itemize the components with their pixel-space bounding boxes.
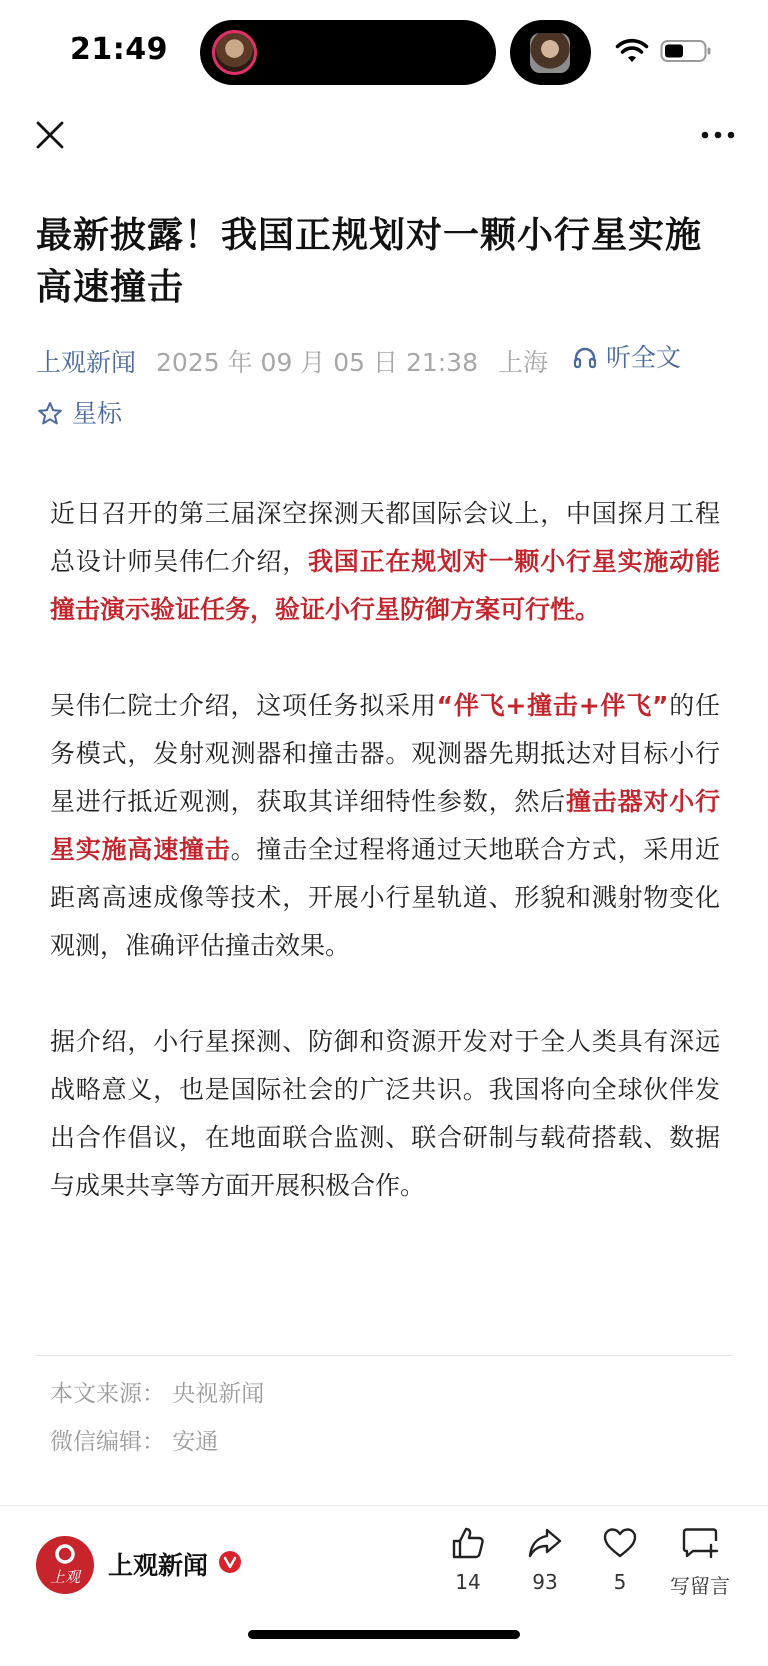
listen-label: 听全文 <box>606 343 682 372</box>
editor-credit: 微信编辑： 安通 <box>50 1429 219 1455</box>
logo-text: 上观 <box>49 1568 80 1586</box>
account-logo[interactable] <box>36 1536 94 1594</box>
paragraph-text: 的任务模式，发射观测器和撞击器。观测器先期抵达对目标小行星进行抵近观测，获取其详细特性参数，然后 <box>50 691 720 816</box>
bottom-action-bar <box>0 1505 768 1666</box>
comment-icon <box>681 1524 719 1562</box>
logo-mark-icon <box>53 1543 77 1565</box>
star-icon <box>36 400 64 428</box>
source-credit: 本文来源： 央视新闻 <box>50 1381 265 1407</box>
highlighted-text: 撞击器对小行星实施高速撞击 <box>50 787 720 864</box>
highlighted-text: 我国正在规划对一颗小行星实施动能撞击演示验证任务，验证小行星防御方案可行性。 <box>50 547 720 624</box>
heart-icon <box>601 1524 639 1562</box>
home-indicator[interactable] <box>248 1630 520 1639</box>
article-paragraph-2 <box>50 682 720 970</box>
share-count: 93 <box>532 1570 558 1594</box>
favorite-count: 5 <box>613 1570 627 1594</box>
thumbs-up-icon <box>449 1524 487 1562</box>
like-button[interactable] <box>428 1524 508 1594</box>
article-title: 最新披露！我国正规划对一颗小行星实施高速撞击 <box>36 215 703 308</box>
bubble-avatar-icon <box>530 33 570 73</box>
article-paragraph-1 <box>50 490 720 634</box>
battery-icon <box>660 38 712 64</box>
favorite-button[interactable] <box>580 1524 660 1594</box>
star-label: 星标 <box>72 399 123 428</box>
article-date: 2025 年 09 月 05 日 21:38 <box>156 348 478 377</box>
island-bubble[interactable] <box>510 20 591 85</box>
comment-label: 写留言 <box>670 1574 730 1598</box>
verified-icon <box>218 1550 242 1574</box>
article-source-link[interactable]: 上观新闻 <box>36 348 137 377</box>
headphones-icon <box>572 345 598 371</box>
paragraph-text: 。撞击全过程将通过天地联合方式，采用近距离高速成像等技术，开展小行星轨道、形貌和溅射物变化观测，准确评估撞击效果。 <box>50 835 720 960</box>
article-credits <box>50 1370 264 1466</box>
paragraph-text: 近日召开的第三届深空探测天都国际会议上，中国探月工程总设计师吴伟仁介绍， <box>50 499 720 576</box>
paragraph-text: 吴伟仁院士介绍，这项任务拟采用 <box>50 691 437 720</box>
more-icon[interactable] <box>696 118 740 152</box>
like-count: 14 <box>455 1570 481 1594</box>
divider <box>36 1355 732 1356</box>
article-location: 上海 <box>498 348 549 377</box>
status-time: 21:49 <box>70 32 168 67</box>
dynamic-island[interactable] <box>200 20 496 85</box>
article-body <box>50 490 720 1258</box>
article-paragraph-3: 据介绍，小行星探测、防御和资源开发对于全人类具有深远战略意义，也是国际社会的广泛共识。我国将向全球伙伴发出合作倡议，在地面联合监测、联合研制与载荷搭载、数据与成果共享等方面开展积极合作。 <box>50 1027 720 1200</box>
wifi-icon <box>615 38 649 64</box>
close-icon[interactable] <box>30 115 70 155</box>
share-icon <box>526 1524 564 1562</box>
article-meta <box>36 340 736 381</box>
island-avatar-icon <box>212 30 257 75</box>
listen-button[interactable] <box>572 340 681 376</box>
highlighted-text: “伴飞+撞击+伴飞” <box>436 691 669 720</box>
share-button[interactable] <box>505 1524 585 1594</box>
status-bar <box>0 0 768 100</box>
comment-button[interactable] <box>660 1524 740 1599</box>
account-name[interactable]: 上观新闻 <box>108 1551 209 1580</box>
star-button[interactable] <box>36 396 122 432</box>
